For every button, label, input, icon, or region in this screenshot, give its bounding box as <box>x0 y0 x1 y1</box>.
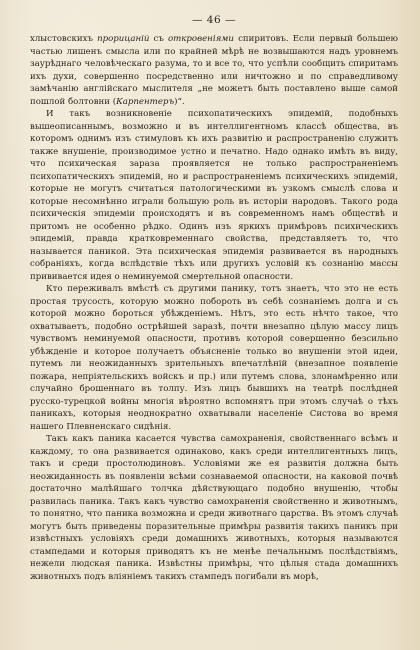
paragraph-4-text: Такъ какъ паника касается чувства самохраненія, свойственнаго всѣмъ и каждому, то она развивается одинаково, какъ среди интеллигентныхъ лицъ, такъ и среди простолюдиновъ. Условіями же ея развитія должна быть неожиданность въ появленіи всѣми сознаваемой опасности, на каковой почвѣ достаточно малѣйшаго толчка дѣйствующаго подобно внушенію, чтобы развилась паника. Такъ какъ чувство самохраненія свойственно и животнымъ, то понятно, что паника возможна и среди животнаго царства. Въ этомъ случаѣ могутъ быть приведены поразительные примѣры развитія такихъ паникъ при извѣстныхъ условіяхъ среди домашнихъ животныхъ, которыя называются стампедами и которыя приводятъ къ не менѣе печальнымъ послѣдствіямъ, нежели людская паника. Извѣстны примѣры, что цѣлыя стада домашнихъ животныхъ подъ вліяніемъ такихъ стампедъ погибали въ морѣ, <box>30 434 398 582</box>
paragraph-4 <box>30 433 398 583</box>
paragraph-2-text: И такъ возникновеніе психопатическихъ эпидемій, подобныхъ вышеописаннымъ, возможно и въ интеллигентномъ классѣ общества, въ которомъ однимъ изъ стимуловъ къ ихъ развитію и распространенію служитъ также внушеніе, производимое устно и печатно. Надо однако имѣть въ виду, что психическая зараза проявляется не только распространеніемъ психопатическихъ эпидемій, но и распространеніемъ психическихъ эпидемій, которые не могутъ считаться патологическими въ узкомъ смыслѣ слова и которые несомнѣнно играли большую роль въ исторіи народовъ. Такого рода психическія эпидеміи происходятъ и въ современномъ намъ обществѣ и притомъ не особенно рѣдко. Одинъ изъ яркихъ примѣровъ психическихъ эпидемій, правда кратковременнаго свойства, представляетъ то, что называется паникой. Эта психическая эпидемія развивается въ народныхъ собраніяхъ, когда вслѣдствіе тѣхъ или другихъ условій къ сознанію массы прививается идея о неминуемой смертельной опасности. <box>30 109 398 282</box>
paragraph-1-italic-prophecies: прорицаній <box>97 34 150 44</box>
paragraph-1-run-3: съ <box>149 34 168 44</box>
paragraph-1-italic-author: Карпентеръ <box>116 96 175 107</box>
paragraph-3-text: Кто переживалъ вмѣстѣ съ другими панику, тотъ знаетъ, что это не есть простая трусость, которую можно побороть въ себѣ сознаніемъ долга и съ которой можно бороться убѣжденіемъ. Нѣтъ, это есть нѣчто такое, что охватываетъ, подобно острѣйшей заразѣ, почти внезапно цѣлую массу лицъ чувствомъ неминуемой опасности, противъ которой совершенно безсильно убѣжденіе и которое получаетъ объясненіе только во внушеніи этой идеи, путемъ ли неожиданныхъ зрительныхъ впечатлѣній (внезапное появленіе пожара, непріятельскихъ войскъ и пр.) или путемъ слова, злонамѣренно или случайно брошеннаго въ толпу. Изъ лицъ бывшихъ на театрѣ послѣдней русско-турецкой войны многія вѣроятно вспомнятъ при этомъ случаѣ о тѣхъ паникахъ, которыя неоднократно охватывали населеніе Систова во время нашего Плевненскаго сидѣнія. <box>30 284 398 432</box>
paragraph-1 <box>30 33 398 108</box>
page-number: — 46 — <box>191 14 237 26</box>
paragraph-1-run-5: спиритовъ. Если первый большею частью лишенъ смысла или по крайней мѣрѣ не возвышаются надъ уровнемъ заурѣднаго человѣческаго разума, то и все то, что успѣли сообщить спиритамъ ихъ духи, совершенно посредственно или ничтожно и по справедливому замѣчанію англійскаго мыслителя „не можетъ быть поставлено выше самой пошлой болтовни ( <box>30 34 398 107</box>
paragraph-1-run-7: )“. <box>174 96 185 107</box>
paragraph-1-run-1: хлыстовскихъ <box>30 34 98 44</box>
paragraph-2 <box>30 108 398 283</box>
paragraph-3 <box>30 283 398 433</box>
paragraph-1-italic-revelations: откровеніями <box>167 34 234 44</box>
